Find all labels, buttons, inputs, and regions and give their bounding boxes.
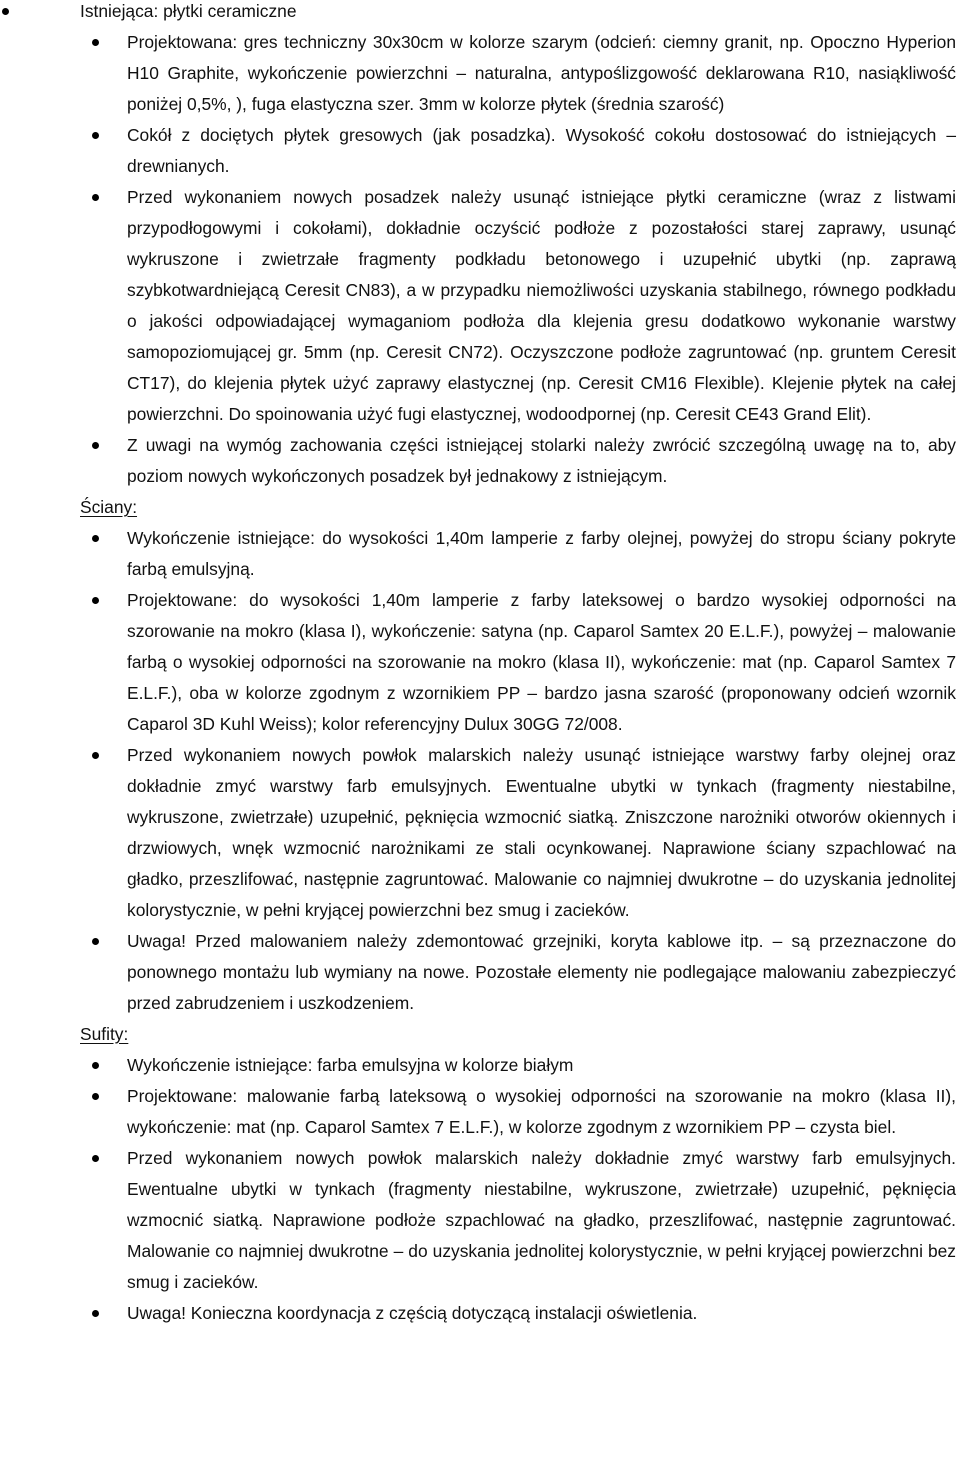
section-heading-ceilings: Sufity:	[80, 1024, 129, 1044]
list-item-text: Wykończenie istniejące: do wysokości 1,40m lamperie z farby olejnej, powyżej do stropu ściany pokryte farbą emulsyjną.	[127, 528, 956, 579]
list-item-text: Istniejąca: płytki ceramiczne	[80, 1, 297, 21]
list-item-ceilings-preparation	[0, 1143, 960, 1298]
list-item-walls-note	[0, 926, 960, 1019]
list-item-existing-tiles	[0, 0, 960, 27]
bullet-icon	[92, 132, 99, 139]
list-item-text: Uwaga! Przed malowaniem należy zdemontować grzejniki, koryta kablowe itp. – są przeznaczone do ponownego montażu lub wymiany na nowe. Pozostałe elementy nie podlegające malowaniu zabezpieczyć przed zabrudzeniem i uszkodzeniem.	[127, 931, 956, 1013]
list-item-floor-skirting	[0, 120, 960, 182]
list-item-ceilings-note	[0, 1298, 960, 1329]
bullet-icon	[92, 194, 99, 201]
list-item-text: Przed wykonaniem nowych powłok malarskich należy dokładnie zmyć warstwy farb emulsyjnych. Ewentualne ubytki w tynkach (fragmenty niestabilne, wykruszone, zwietrzałe) uzupełnić, pęknięcia wzmocnić siatką. Naprawione podłoże szpachlować na gładko, przeszlifować, następnie zagruntować. Malowanie co najmniej dwukrotne – do uzyskania jednolitej kolorystycznie, w pełni kryjącej powierzchni bez smug i zacieków.	[127, 1148, 956, 1292]
bullet-icon	[92, 1093, 99, 1100]
list-item-walls-preparation	[0, 740, 960, 926]
list-item-ceilings-design	[0, 1081, 960, 1143]
list-item-text: Uwaga! Konieczna koordynacja z częścią dotyczącą instalacji oświetlenia.	[127, 1303, 698, 1323]
bullet-icon	[92, 535, 99, 542]
bullet-icon	[92, 938, 99, 945]
list-item-text: Cokół z dociętych płytek gresowych (jak posadzka). Wysokość cokołu dostosować do istniejących – drewnianych.	[127, 125, 956, 176]
list-item-text: Projektowana: gres techniczny 30x30cm w kolorze szarym (odcień: ciemny granit, np. Opoczno Hyperion H10 Graphite, wykończenie powierzchni – naturalna, antypoślizgowość deklarowana R10, nasiąkliwość poniżej 0,5%, ), fuga elastyczna szer. 3mm w kolorze płytek (średnia szarość)	[127, 32, 956, 114]
list-item-floor-design	[0, 27, 960, 120]
list-item-text: Z uwagi na wymóg zachowania części istniejącej stolarki należy zwrócić szczególną uwagę na to, aby poziom nowych wykończonych posadzek był jednakowy z istniejącym.	[127, 435, 956, 486]
bullet-icon	[92, 597, 99, 604]
list-item-text: Wykończenie istniejące: farba emulsyjna w kolorze białym	[127, 1055, 574, 1075]
list-item-walls-existing	[0, 523, 960, 585]
bullet-icon	[92, 1062, 99, 1069]
bullet-icon	[92, 752, 99, 759]
list-item-text: Projektowane: do wysokości 1,40m lamperie z farby lateksowej o bardzo wysokiej odporności na szorowanie na mokro (klasa I), wykończenie: satyna (np. Caparol Samtex 20 E.L.F.), powyżej – malowanie farbą o wysokiej odporności na szorowanie na mokro (klasa II), wykończenie: mat (np. Caparol Samtex 7 E.L.F.), oba w kolorze zgodnym z wzornikiem PP – bardzo jasna szarość (proponowany odcień wzornik Caparol 3D Kuhl Weiss); kolor referencyjny Dulux 30GG 72/008.	[127, 590, 956, 734]
bullet-icon	[92, 442, 99, 449]
bullet-icon	[92, 39, 99, 46]
list-item-walls-design	[0, 585, 960, 740]
list-item-text: Przed wykonaniem nowych powłok malarskich należy usunąć istniejące warstwy farby olejnej oraz dokładnie zmyć warstwy farb emulsyjnych. Ewentualne ubytki w tynkach (fragmenty niestabilne, wykruszone, zwietrzałe) uzupełnić, pęknięcia wzmocnić siatką. Zniszczone narożniki otworów okiennych i drzwiowych, wnęk wzmocnić narożnikami ze stali ocynkowanej. Naprawione ściany szpachlować na gładko, przeszlifować, następnie zagruntować. Malowanie co najmniej dwukrotne – do uzyskania jednolitej kolorystycznie, w pełni kryjącej powierzchni bez smug i zacieków.	[127, 745, 956, 920]
section-heading-walls: Ściany:	[80, 497, 138, 517]
list-item-ceilings-existing	[0, 1050, 960, 1081]
bullet-icon	[92, 1310, 99, 1317]
list-item-floor-level-note	[0, 430, 960, 492]
bullet-icon	[92, 1155, 99, 1162]
list-item-floor-preparation	[0, 182, 960, 430]
list-item-text: Projektowane: malowanie farbą lateksową o wysokiej odporności na szorowanie na mokro (klasa II), wykończenie: mat (np. Caparol Samtex 7 E.L.F.), w kolorze zgodnym z wzornikiem PP – czysta biel.	[127, 1086, 956, 1137]
list-item-text: Przed wykonaniem nowych posadzek należy usunąć istniejące płytki ceramiczne (wraz z listwami przypodłogowymi i cokołami), dokładnie oczyścić podłoże z pozostałości starej zaprawy, usunąć wykruszone i zwietrzałe fragmenty podkładu betonowego i uzupełnić ubytki (np. zaprawą szybkotwardniejącą Ceresit CN83), a w przypadku niemożliwości uzyskania stabilnego, równego podkładu o jakości odpowiadającej wymaganiom podłoża dla klejenia gresu dodatkowo wykonanie warstwy samopoziomującej gr. 5mm (np. Ceresit CN72). Oczyszczone podłoże zagruntować (np. gruntem Ceresit CT17), do klejenia płytek użyć zaprawy elastycznej (np. Ceresit CM16 Flexible). Klejenie płytek na całej powierzchni. Do spoinowania użyć fugi elastycznej, wodoodpornej (np. Ceresit CE43 Grand Elit).	[127, 187, 956, 424]
bullet-icon	[2, 8, 9, 15]
